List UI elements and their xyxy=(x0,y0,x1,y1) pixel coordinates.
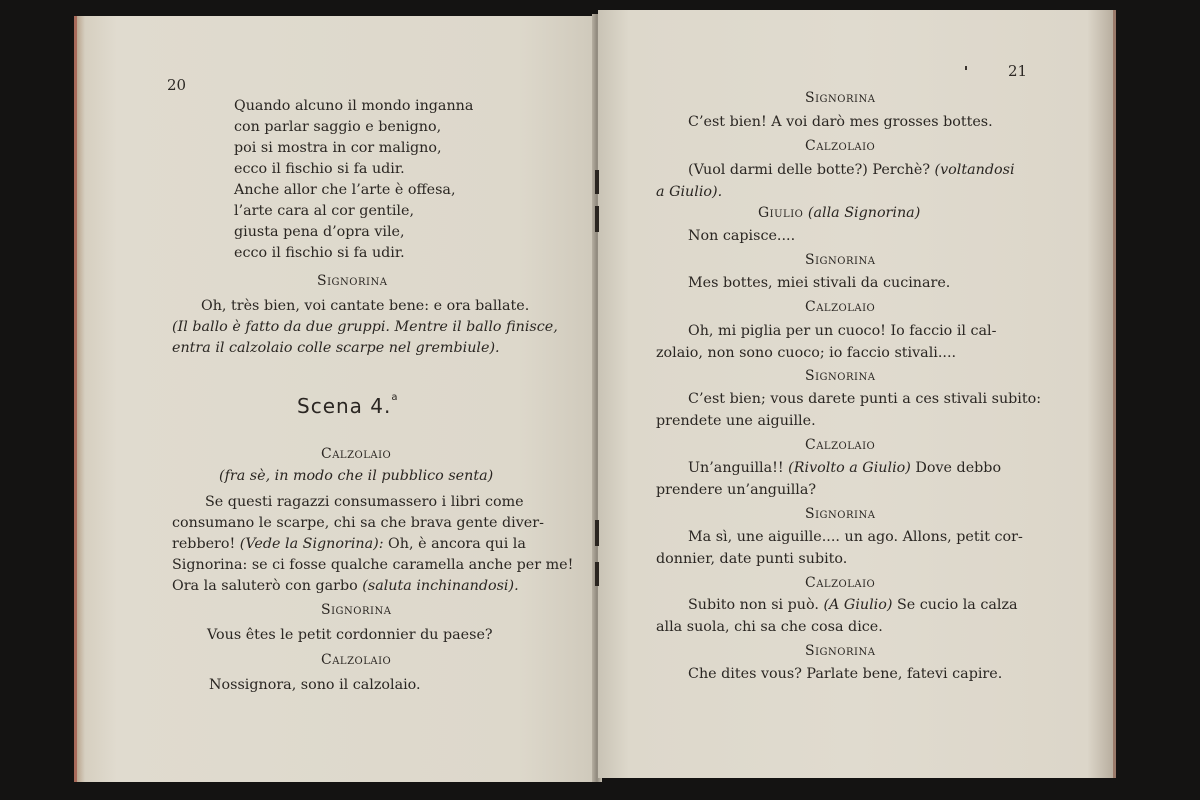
right-page xyxy=(598,10,1116,778)
dialogue-line: Un’anguilla!! (Rivolto a Giulio) Dove debbo xyxy=(688,460,1002,476)
dialogue-line: Oh, très bien, voi cantate bene: e ora ballate. xyxy=(201,298,530,314)
dialogue-line: C’est bien! A voi darò mes grosses bottes. xyxy=(688,114,993,130)
speaker-name: Calzolaio xyxy=(805,437,876,453)
left-page xyxy=(74,16,596,782)
binding-staple xyxy=(595,206,599,232)
verse-line: poi si mostra in cor maligno, xyxy=(234,140,442,156)
stage-direction: (fra sè, in modo che il pubblico senta) xyxy=(219,468,494,484)
dialogue-line: consumano le scarpe, chi sa che brava gente diver- xyxy=(172,515,544,531)
speaker-name: Signorina xyxy=(317,273,388,289)
verse-line: l’arte cara al cor gentile, xyxy=(234,203,415,219)
speaker-name: Calzolaio xyxy=(321,446,392,462)
dialogue-line: donnier, date punti subito. xyxy=(656,551,848,567)
stage-direction: entra il calzolaio colle scarpe nel grembiule). xyxy=(172,340,500,356)
page-number: 21 xyxy=(1008,62,1028,80)
dialogue-line: Oh, mi piglia per un cuoco! Io faccio il cal- xyxy=(688,323,997,339)
verse-line: con parlar saggio e benigno, xyxy=(234,119,442,135)
verse-line: Quando alcuno il mondo inganna xyxy=(234,98,474,114)
dialogue-line: Ma sì, une aiguille.... un ago. Allons, petit cor- xyxy=(688,529,1023,545)
dialogue-line: alla suola, chi sa che cosa dice. xyxy=(656,619,883,635)
speaker-name: Signorina xyxy=(805,90,876,106)
dialogue-line: prendete une aiguille. xyxy=(656,413,816,429)
speaker-name: Calzolaio xyxy=(805,575,876,591)
binding-staple xyxy=(595,170,599,194)
dialogue-line: Subito non si può. (A Giulio) Se cucio la calza xyxy=(688,597,1018,613)
verse-line: ecco il fischio si fa udir. xyxy=(234,245,405,261)
stage-direction: (Il ballo è fatto da due gruppi. Mentre il ballo finisce, xyxy=(172,319,558,335)
binding-staple xyxy=(595,520,599,546)
dialogue-line: zolaio, non sono cuoco; io faccio stivali.... xyxy=(656,345,957,361)
dialogue-line: Non capisce.... xyxy=(688,228,796,244)
speaker-name: Calzolaio xyxy=(805,299,876,315)
dialogue-line: Signorina: se ci fosse qualche caramella anche per me! xyxy=(172,557,574,573)
ink-speck xyxy=(965,66,967,70)
speaker-name: Giulio (alla Signorina) xyxy=(758,205,921,221)
dialogue-line: Che dites vous? Parlate bene, fatevi capire. xyxy=(688,666,1003,682)
dialogue-line: C’est bien; vous darete punti a ces stivali subito: xyxy=(688,391,1042,407)
speaker-name: Calzolaio xyxy=(805,138,876,154)
verse-line: ecco il fischio si fa udir. xyxy=(234,161,405,177)
dialogue-line: Vous êtes le petit cordonnier du paese? xyxy=(207,627,493,643)
speaker-name: Signorina xyxy=(805,368,876,384)
speaker-name: Signorina xyxy=(805,252,876,268)
speaker-name: Signorina xyxy=(805,506,876,522)
dialogue-line: (Vuol darmi delle botte?) Perchè? (voltandosi xyxy=(688,162,1015,178)
speaker-name: Signorina xyxy=(321,602,392,618)
dialogue-line: Mes bottes, miei stivali da cucinare. xyxy=(688,275,951,291)
dialogue-line: Se questi ragazzi consumassero i libri come xyxy=(205,494,524,510)
binding-staple xyxy=(595,562,599,586)
speaker-name: Calzolaio xyxy=(321,652,392,668)
dialogue-line: rebbero! (Vede la Signorina): Oh, è ancora qui la xyxy=(172,536,526,552)
verse-line: Anche allor che l’arte è offesa, xyxy=(234,182,456,198)
speaker-name: Signorina xyxy=(805,643,876,659)
page-number: 20 xyxy=(167,76,187,94)
dialogue-line: Nossignora, sono il calzolaio. xyxy=(209,677,421,693)
open-book xyxy=(74,10,1120,782)
stage-direction: a Giulio). xyxy=(656,184,723,200)
verse-line: giusta pena d’opra vile, xyxy=(234,224,405,240)
dialogue-line: Ora la saluterò con garbo (saluta inchinandosi). xyxy=(172,578,519,594)
dialogue-line: prendere un’anguilla? xyxy=(656,482,817,498)
scene-heading: Scena 4.$^a$ xyxy=(297,392,399,418)
